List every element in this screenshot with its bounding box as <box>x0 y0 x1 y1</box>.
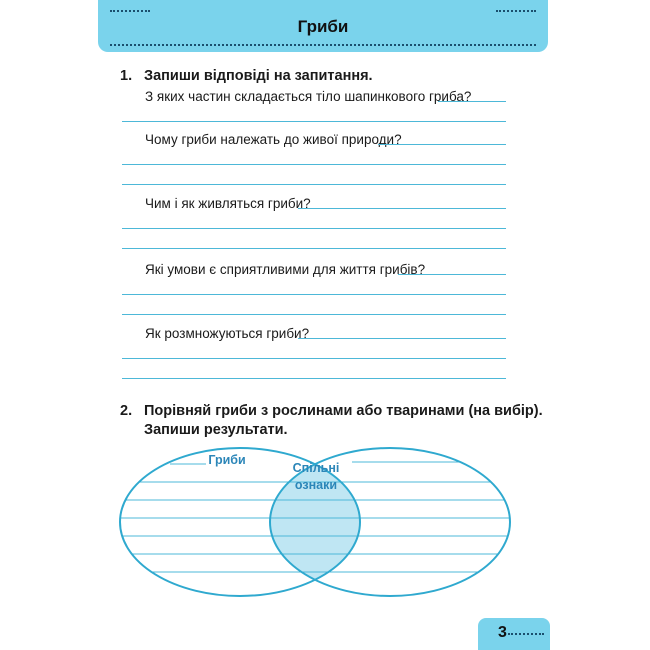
question-5: Як розмножуються гриби? <box>145 326 310 341</box>
answer-line[interactable] <box>122 184 506 185</box>
task2-heading-line2: Запиши результати. <box>144 422 288 438</box>
banner-dots-right <box>496 10 536 12</box>
answer-line[interactable] <box>122 378 506 379</box>
task2-heading-line1: Порівняй гриби з рослинами або тваринами (на вибір). <box>144 403 543 419</box>
venn-center-label-line1: Спільні <box>292 461 340 475</box>
answer-line[interactable] <box>438 101 506 102</box>
question-2: Чому гриби належать до живої природи? <box>145 132 402 147</box>
page-number-tab <box>478 618 550 650</box>
answer-line[interactable] <box>122 294 506 295</box>
question-4: Які умови є сприятливими для життя грибів? <box>145 262 426 277</box>
task2-number: 2. <box>120 403 133 419</box>
banner-dots-bottom <box>110 44 536 46</box>
answer-line[interactable] <box>398 274 506 275</box>
page-number: 3 <box>498 624 507 641</box>
header-banner <box>98 0 548 52</box>
venn-diagram <box>118 440 518 605</box>
answer-line[interactable] <box>122 314 506 315</box>
answer-line[interactable] <box>378 144 506 145</box>
task1-number: 1. <box>120 68 133 84</box>
page-title: Гриби <box>297 17 349 36</box>
question-1: З яких частин складається тіло шапинкового гриба? <box>145 89 472 104</box>
question-3: Чим і як живляться гриби? <box>145 196 311 211</box>
answer-line[interactable] <box>298 208 506 209</box>
answer-line[interactable] <box>122 358 506 359</box>
venn-center-label-line2: ознаки <box>294 478 338 492</box>
tab-dots <box>508 633 544 635</box>
venn-left-label: Гриби <box>206 452 248 469</box>
task1-heading: Запиши відповіді на запитання. <box>144 68 373 84</box>
answer-line[interactable] <box>122 164 506 165</box>
answer-line[interactable] <box>122 121 506 122</box>
answer-line[interactable] <box>122 248 506 249</box>
venn-center-label <box>286 460 346 494</box>
answer-line[interactable] <box>298 338 506 339</box>
answer-line[interactable] <box>122 228 506 229</box>
banner-dots-left <box>110 10 150 12</box>
